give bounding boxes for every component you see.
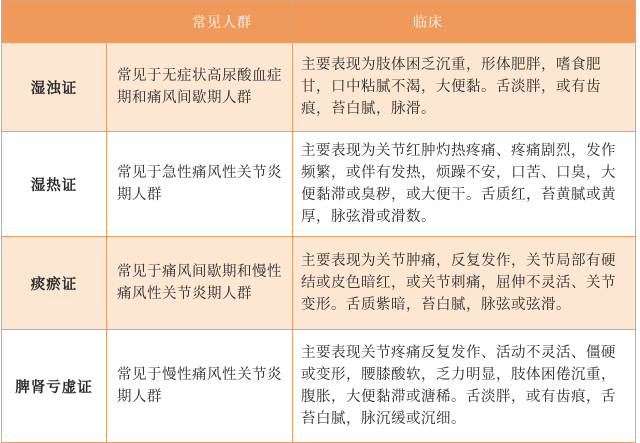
syndrome-type: 湿浊证 — [2, 43, 107, 132]
syndrome-type: 脾肾亏虚证 — [2, 330, 107, 443]
header-common-groups — [2, 1, 293, 43]
common-group: 常见于痛风间歇期和慢性痛风性关节炎期人群 — [107, 237, 293, 330]
table-header-row — [2, 1, 636, 43]
clinical-description: 主要表现为关节红肿灼热疼痛、疼痛剧烈，发作频繁，或伴有发热，烦躁不安，口苦、口臭，大便黏滞或臭秽，或大便干。舌质红，苔黄腻或黄厚，脉弦滑或滑数。 — [293, 132, 636, 237]
syndrome-type: 痰瘀证 — [2, 237, 107, 330]
common-group: 常见于无症状高尿酸血症期和痛风间歇期人群 — [107, 43, 293, 132]
clinical-description: 主要表现为关节肿痛，反复发作，关节局部有硬结或皮色暗红，或关节刺痛，屈伸不灵活、关节变形。舌质紫暗，苔白腻，脉弦或弦滑。 — [293, 237, 636, 330]
header-clinical — [293, 1, 636, 43]
header-common-groups-label: 常见人群 — [192, 14, 252, 31]
syndrome-type: 湿热证 — [2, 132, 107, 237]
syndrome-table — [1, 0, 636, 443]
clinical-description: 主要表现为肢体困乏沉重，形体肥胖，嗜食肥甘，口中粘腻不渴，大便黏。舌淡胖，或有齿痕，苔白腻，脉滑。 — [293, 43, 636, 132]
clinical-description: 主要表现关节疼痛反复发作、活动不灵活、僵硬或变形，腰膝酸软，乏力明显，肢体困倦沉重，腹胀，大便黏滞或溏稀。舌淡胖，或有齿痕，舌苔白腻，脉沉缓或沉细。 — [293, 330, 636, 443]
common-group: 常见于急性痛风性关节炎期人群 — [107, 132, 293, 237]
table-row — [2, 43, 636, 132]
table-row — [2, 330, 636, 443]
common-group: 常见于慢性痛风性关节炎期人群 — [107, 330, 293, 443]
header-clinical-label: 临床 — [413, 14, 443, 31]
table-row — [2, 237, 636, 330]
table-row — [2, 132, 636, 237]
